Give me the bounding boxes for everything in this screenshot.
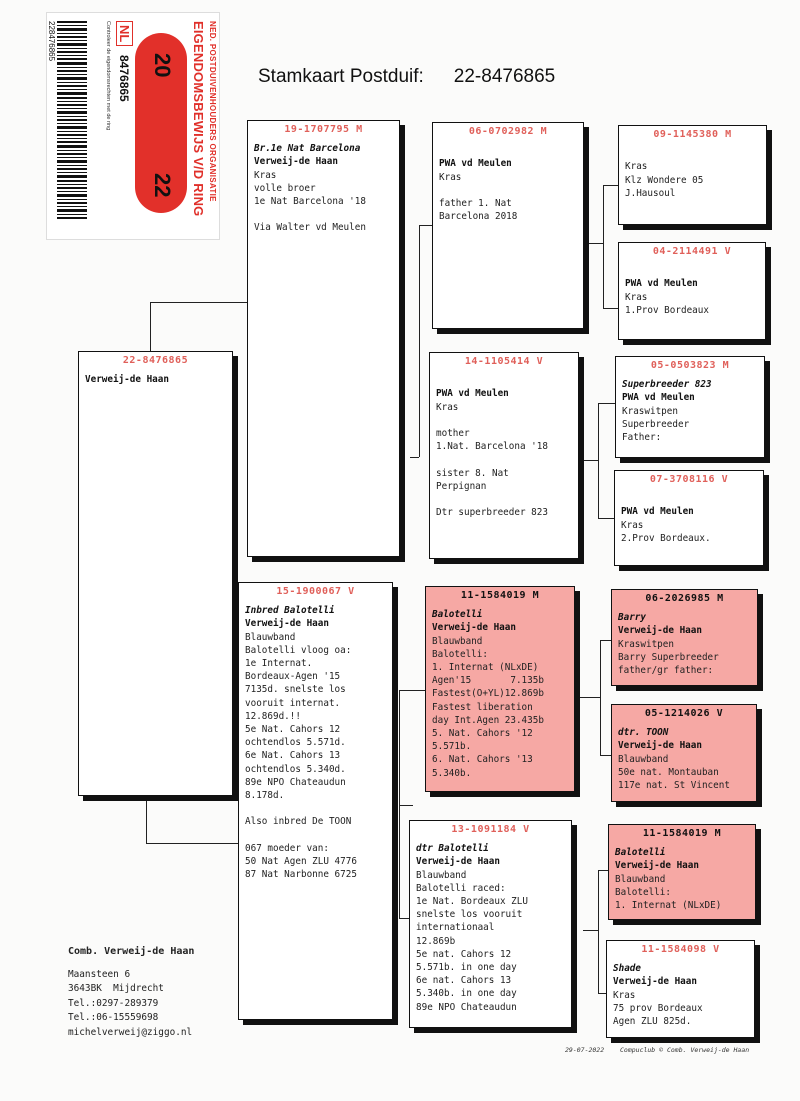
card-text-line: Balotelli: bbox=[615, 886, 671, 898]
card-text-line: 12.869d.!! bbox=[245, 710, 301, 722]
card-text-line: Kras bbox=[625, 161, 648, 173]
connector-line bbox=[399, 918, 409, 919]
connector-line bbox=[586, 243, 603, 244]
card-text-line: 067 moeder van: bbox=[245, 842, 329, 854]
connector-line bbox=[600, 640, 611, 641]
card-text-line: Fastest(O+YL)12.869b bbox=[432, 688, 544, 700]
card-dsd bbox=[611, 704, 757, 802]
card-text-line: ochtendlos 5.340d. bbox=[245, 763, 346, 775]
card-subject bbox=[78, 351, 233, 796]
ring-number: 06-0702982 M bbox=[468, 126, 548, 137]
card-text-line: Klz Wondere 05 bbox=[625, 174, 704, 186]
ring-number: 07-3708116 V bbox=[649, 474, 729, 485]
card-text-line: Inbred Balotelli bbox=[245, 605, 335, 617]
card-text-line: Verweij-de Haan bbox=[613, 976, 697, 988]
card-text-line bbox=[436, 374, 572, 387]
card-text-line: 87 Nat Narbonne 6725 bbox=[245, 869, 357, 881]
card-text-line: Kras bbox=[439, 171, 462, 183]
card-text-line: 50 Nat Agen ZLU 4776 bbox=[245, 856, 357, 868]
ring-number: 11-1584098 V bbox=[641, 944, 720, 955]
card-text-line: Barcelona 2018 bbox=[439, 211, 518, 223]
card-text-line: 6e nat. Cahors 13 bbox=[416, 975, 512, 987]
ring-number: 09-1145380 M bbox=[653, 129, 732, 140]
card-text-line: Blauwband bbox=[615, 873, 666, 885]
card-text-line: vooruit internat. bbox=[245, 697, 341, 709]
card-text-line: Superbreeder 823 bbox=[622, 379, 712, 391]
card-text-line bbox=[621, 492, 757, 505]
card-ddd bbox=[606, 940, 755, 1038]
card-text-line: 5e nat. Cahors 12 bbox=[416, 948, 512, 960]
card-text-line: 117e nat. St Vincent bbox=[618, 780, 730, 792]
card-text-line: Blauwband bbox=[618, 753, 669, 765]
card-text-line: Verweij-de Haan bbox=[615, 860, 699, 872]
ring-number: 19-1707795 M bbox=[284, 124, 363, 135]
card-text-line: ochtendlos 5.571d. bbox=[245, 737, 346, 749]
sticker-ring-number: 8476865 bbox=[117, 55, 131, 102]
card-text-line: Blauwband bbox=[245, 631, 296, 643]
card-text-line: Also inbred De TOON bbox=[245, 816, 352, 828]
card-text-line bbox=[625, 147, 760, 160]
connector-line bbox=[603, 185, 604, 308]
card-text-line: Blauwband bbox=[432, 635, 483, 647]
card-text-line: 5.571b. in one day bbox=[416, 962, 517, 974]
connector-line bbox=[600, 755, 611, 756]
title-ring-number: 22-8476865 bbox=[453, 66, 556, 87]
card-text-line: Kras bbox=[254, 169, 277, 181]
card-text-line: father 1. Nat bbox=[439, 198, 512, 210]
ring-number: 11-1584019 M bbox=[460, 590, 540, 601]
card-text-line: PWA vd Meulen bbox=[622, 392, 695, 404]
connector-line bbox=[598, 403, 599, 518]
connector-line bbox=[598, 518, 615, 519]
ring-number: 05-0503823 M bbox=[650, 360, 730, 371]
ring-number: 14-1105414 V bbox=[464, 356, 544, 367]
card-text-line: Dtr superbreeder 823 bbox=[436, 507, 548, 519]
print-date: 29-07-2022 bbox=[565, 1046, 605, 1054]
card-text-line bbox=[625, 264, 759, 277]
card-text-line: 75 prov Bordeaux bbox=[613, 1002, 703, 1014]
ownership-sticker bbox=[46, 12, 220, 240]
card-text-line: sister 8. Nat bbox=[436, 467, 509, 479]
card-text-line: Verweij-de Haan bbox=[432, 622, 516, 634]
card-text-line: 1e Internat. bbox=[245, 658, 313, 670]
card-text-line: Barry bbox=[618, 612, 646, 624]
ring-number: 15-1900067 V bbox=[276, 586, 355, 597]
card-text-line: 7135d. snelste los bbox=[245, 684, 346, 696]
card-text-line: Kras bbox=[436, 401, 459, 413]
card-text-line: 5.571b. bbox=[432, 741, 472, 753]
ring-number: 13-1091184 V bbox=[451, 824, 530, 835]
card-text-line: 1.Nat. Barcelona '18 bbox=[436, 441, 548, 453]
sticker-barcode-number: 228476865 bbox=[47, 21, 56, 62]
card-text-line: Verweij-de Haan bbox=[245, 618, 329, 630]
connector-line bbox=[150, 302, 151, 352]
page-title bbox=[258, 66, 555, 88]
card-text-line: Bordeaux-Agen '15 bbox=[245, 671, 341, 683]
card-text-line bbox=[436, 414, 572, 427]
card-text-line: 8.178d. bbox=[245, 790, 285, 802]
card-text-line bbox=[436, 453, 572, 466]
card-sire-dam bbox=[429, 352, 579, 559]
card-text-line bbox=[254, 208, 393, 221]
sticker-org: NED. POSTDUIVENHOUDERS ORGANISATIE bbox=[208, 21, 217, 202]
card-text-line: Balotelli raced: bbox=[416, 882, 506, 894]
card-text-line: day Int.Agen 23.435b bbox=[432, 714, 544, 726]
connector-line bbox=[598, 403, 615, 404]
card-text-line bbox=[439, 144, 577, 157]
card-text-line: Balotelli bbox=[432, 609, 483, 621]
card-text-line: Shade bbox=[613, 963, 641, 975]
card-text-line: 1e Nat. Bordeaux ZLU bbox=[416, 896, 528, 908]
card-text-line: 1. Internat (NLxDE) bbox=[432, 662, 539, 674]
title-label: Stamkaart Postduif: bbox=[258, 66, 424, 87]
connector-line bbox=[410, 457, 419, 458]
card-text-line: 6e Nat. Cahors 13 bbox=[245, 750, 341, 762]
barcode-icon bbox=[57, 21, 87, 221]
connector-line bbox=[581, 460, 598, 461]
card-text-line: PWA vd Meulen bbox=[625, 278, 698, 290]
card-text-line: PWA vd Meulen bbox=[439, 158, 512, 170]
card-text-line: Kras bbox=[613, 989, 636, 1001]
address-line: Maansteen 6 bbox=[68, 968, 131, 980]
card-text-line: 5. Nat. Cahors '12 bbox=[432, 728, 533, 740]
card-text-line: Balotelli bbox=[615, 847, 666, 859]
sticker-note: Controleer de eigendomsrechten met de ring bbox=[105, 21, 111, 131]
owner-name: Comb. Verweij-de Haan bbox=[68, 946, 195, 957]
card-text-line: 50e nat. Montauban bbox=[618, 766, 719, 778]
card-dam bbox=[238, 582, 393, 1020]
card-text-line: 89e NPO Chateaudun bbox=[245, 776, 346, 788]
card-text-line: 1e Nat Barcelona '18 bbox=[254, 196, 366, 208]
card-text-line bbox=[245, 829, 386, 842]
card-text-line: Blauwband bbox=[416, 869, 467, 881]
card-text-line: 6. Nat. Cahors '13 bbox=[432, 754, 533, 766]
connector-line bbox=[146, 843, 238, 844]
card-text-line: Verweij-de Haan bbox=[85, 374, 169, 386]
address-line: 3643BK Mijdrecht bbox=[68, 983, 164, 994]
connector-line bbox=[150, 302, 247, 303]
card-text-line: Verweij-de Haan bbox=[618, 625, 702, 637]
connector-line bbox=[575, 697, 600, 698]
ring-number: 22-8476865 bbox=[122, 355, 189, 366]
card-text-line: 1.Prov Bordeaux bbox=[625, 304, 709, 316]
card-text-line: Perpignan bbox=[436, 480, 487, 492]
card-text-line: PWA vd Meulen bbox=[621, 506, 694, 518]
connector-line bbox=[603, 185, 618, 186]
connector-line bbox=[600, 640, 601, 755]
card-sds bbox=[615, 356, 765, 458]
card-text-line: volle broer bbox=[254, 182, 316, 194]
card-sire bbox=[247, 120, 400, 557]
card-text-line: 89e NPO Chateaudun bbox=[416, 1001, 517, 1013]
card-text-line: Kraswitpen bbox=[622, 405, 678, 417]
connector-line bbox=[399, 690, 425, 691]
connector-line bbox=[399, 690, 400, 918]
connector-line bbox=[598, 870, 599, 993]
phone-line: Tel.:0297-289379 bbox=[68, 997, 159, 1009]
card-text-line: Barry Superbreeder bbox=[618, 651, 719, 663]
card-text-line: father/gr father: bbox=[618, 665, 714, 677]
card-text-line: 5e Nat. Cahors 12 bbox=[245, 724, 341, 736]
card-text-line: Father: bbox=[622, 432, 662, 444]
card-text-line: J.Hausoul bbox=[625, 187, 676, 199]
card-text-line: Verweij-de Haan bbox=[416, 856, 500, 868]
card-text-line: Balotelli: bbox=[432, 648, 488, 660]
ring-number: 11-1584019 M bbox=[642, 828, 722, 839]
connector-line bbox=[419, 225, 420, 457]
card-dss bbox=[611, 589, 758, 686]
card-sdd bbox=[614, 470, 764, 566]
sticker-country: NL bbox=[116, 21, 133, 46]
card-text-line: Verweij-de Haan bbox=[618, 740, 702, 752]
card-text-line bbox=[439, 184, 577, 197]
card-text-line bbox=[436, 493, 572, 506]
connector-line bbox=[603, 308, 618, 309]
card-text-line: internationaal bbox=[416, 922, 495, 934]
phone-line: Tel.:06-15559698 bbox=[68, 1012, 159, 1023]
connector-line bbox=[598, 870, 608, 871]
card-text-line: 2.Prov Bordeaux. bbox=[621, 532, 711, 544]
card-text-line: PWA vd Meulen bbox=[436, 388, 509, 400]
card-text-line: Via Walter vd Meulen bbox=[254, 222, 366, 234]
card-text-line: 5.340b. in one day bbox=[416, 988, 517, 1000]
card-dam-dam bbox=[409, 820, 572, 1028]
card-text-line: Kras bbox=[621, 519, 644, 531]
card-ssd bbox=[618, 242, 766, 340]
card-text-line: Fastest liberation bbox=[432, 701, 533, 713]
card-text-line: mother bbox=[436, 428, 470, 440]
card-text-line: 12.869b bbox=[416, 935, 456, 947]
card-text-line: Agen'15 7.135b bbox=[432, 675, 544, 687]
card-text-line: dtr. TOON bbox=[618, 727, 669, 739]
ring-number: 06-2026985 M bbox=[645, 593, 724, 604]
card-sss bbox=[618, 125, 767, 225]
card-dam-sire bbox=[425, 586, 575, 792]
card-text-line: Agen ZLU 825d. bbox=[613, 1016, 692, 1028]
ring-number: 04-2114491 V bbox=[652, 246, 732, 257]
ring-number: 05-1214026 V bbox=[644, 708, 724, 719]
owner-block bbox=[68, 945, 194, 1040]
software-credit: Compuclub © Comb. Verweij-de Haan bbox=[620, 1046, 750, 1054]
card-text-line: Superbreeder bbox=[622, 418, 690, 430]
card-text-line: Balotelli vloog oa: bbox=[245, 644, 352, 656]
card-text-line: snelste los vooruit bbox=[416, 909, 523, 921]
card-text-line: Kraswitpen bbox=[618, 638, 674, 650]
card-dds bbox=[608, 824, 756, 920]
connector-line bbox=[419, 225, 432, 226]
sticker-title: EIGENDOMSBEWIJS V/D RING bbox=[191, 21, 206, 217]
card-text-line: Br.1e Nat Barcelona bbox=[254, 143, 361, 155]
connector-line bbox=[146, 795, 147, 843]
card-text-line: Kras bbox=[625, 291, 648, 303]
sticker-year-left: 20 bbox=[150, 53, 175, 78]
email-line: michelverweij@ziggo.nl bbox=[68, 1026, 193, 1038]
connector-line bbox=[583, 930, 598, 931]
card-text-line: Verweij-de Haan bbox=[254, 156, 338, 168]
connector-line bbox=[399, 805, 413, 806]
card-text-line bbox=[245, 802, 386, 815]
card-sire-sire bbox=[432, 122, 584, 329]
card-text-line: dtr Balotelli bbox=[416, 843, 489, 855]
card-text-line: 5.340b. bbox=[432, 767, 472, 779]
sticker-year-right: 22 bbox=[150, 173, 175, 198]
card-text-line: 1. Internat (NLxDE) bbox=[615, 900, 722, 912]
